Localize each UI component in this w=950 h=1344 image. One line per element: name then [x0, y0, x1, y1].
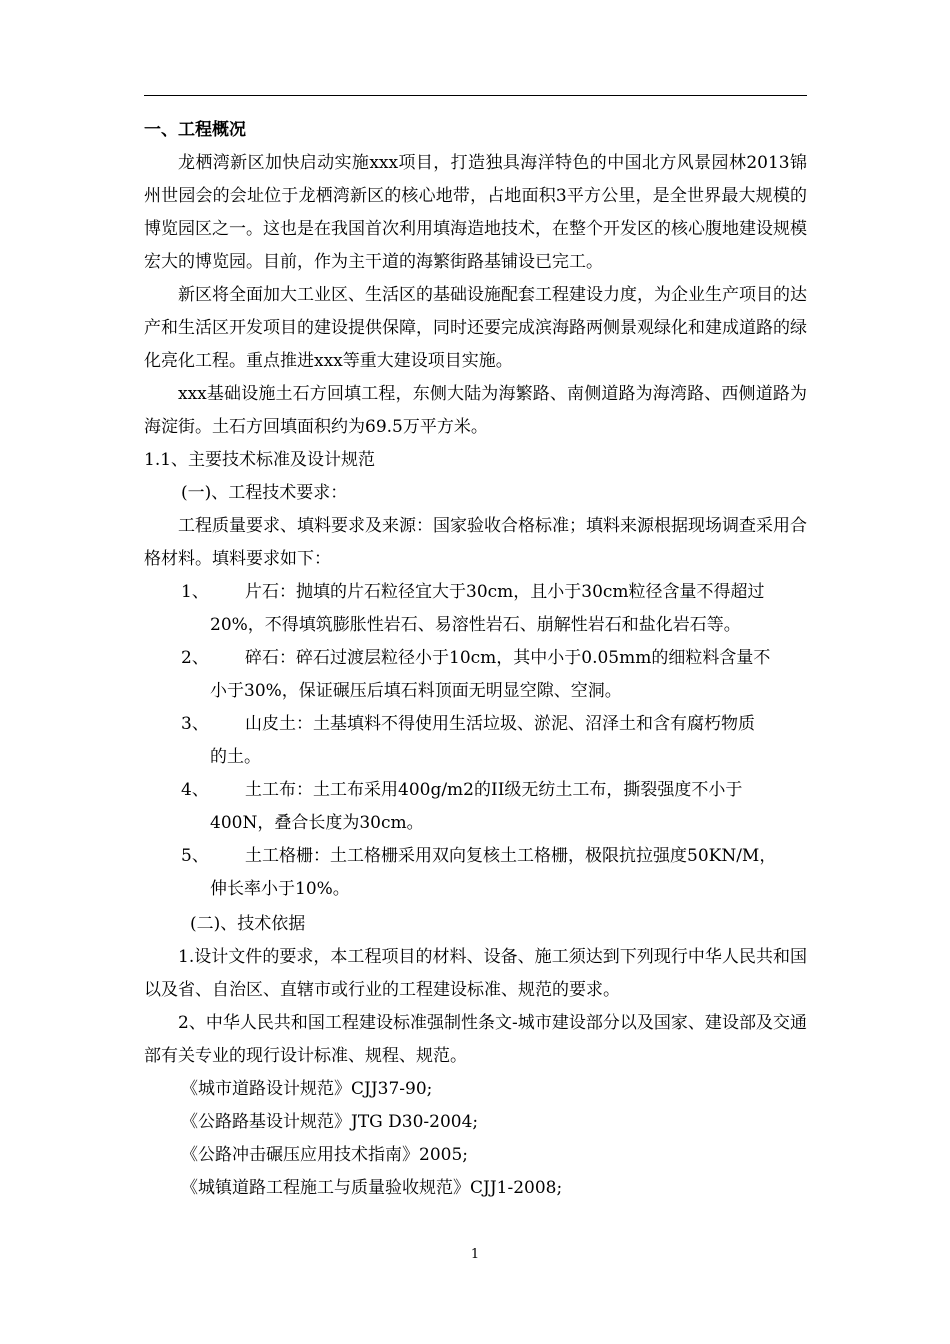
reference-item: 《公路路基设计规范》JTG D30-2004; [181, 1112, 479, 1132]
list-item-line: 土工格栅：土工格栅采用双向复核土工格栅，极限抗拉强度50KN/M， [245, 846, 777, 866]
list-item-line: 碎石：碎石过渡层粒径小于10cm，其中小于0.05mm的细粒料含量不 [245, 648, 771, 668]
list-item-number: 3、 [181, 714, 209, 734]
list-item [144, 840, 807, 906]
list-item-line: 片石：抛填的片石粒径宜大于30cm，且小于30cm粒径含量不得超过 [245, 582, 765, 602]
list-item [144, 774, 807, 840]
list-item-line: 的土。 [210, 747, 261, 767]
list-item-number: 1、 [181, 582, 209, 602]
list-item-line: 山皮土：土基填料不得使用生活垃圾、淤泥、沼泽土和含有腐朽物质 [245, 714, 755, 734]
list-item-line: 伸长率小于10%。 [210, 879, 350, 899]
header-rule [144, 95, 807, 96]
basis-paragraph-1: 1.设计文件的要求，本工程项目的材料、设备、施工须达到下列现行中华人民共和国以及省、自治区、直辖市或行业的工程建设标准、规范的要求。 [144, 947, 807, 1000]
page-content [144, 113, 807, 1205]
paragraph-overview-1: 龙栖湾新区加快启动实施xxx项目，打造独具海洋特色的中国北方风景园林2013锦州世园会的会址位于龙栖湾新区的核心地带，占地面积3平方公里，是全世界最大规模的博览园区之一。这也是在我国首次利用填海造地技术，在整个开发区的核心腹地建设规模宏大的博览园。目前，作为主干道的海繁街路基铺设已完工。 [144, 153, 807, 272]
page-number: 1 [470, 1247, 480, 1262]
section-heading: 一、工程概况 [144, 120, 246, 140]
list-item [144, 642, 807, 708]
list-item-number: 2、 [181, 648, 209, 668]
basis-paragraph-2: 2、中华人民共和国工程建设标准强制性条文-城市建设部分以及国家、建设部及交通部有关专业的现行设计标准、规程、规范。 [144, 1013, 807, 1066]
paragraph-overview-2: 新区将全面加大工业区、生活区的基础设施配套工程建设力度，为企业生产项目的达产和生活区开发项目的建设提供保障，同时还要完成滨海路两侧景观绿化和建成道路的绿化亮化工程。重点推进xxx等重大建设项目实施。 [144, 285, 807, 371]
subsection-requirements: (一)、工程技术要求： [181, 483, 348, 503]
list-item-line: 20%，不得填筑膨胀性岩石、易溶性岩石、崩解性岩石和盐化岩石等。 [210, 615, 741, 635]
reference-item: 《城镇道路工程施工与质量验收规范》CJJ1-2008; [181, 1178, 563, 1198]
requirements-intro: 工程质量要求、填料要求及来源：国家验收合格标准；填料来源根据现场调查采用合格材料。填料要求如下： [144, 516, 807, 569]
paragraph-overview-3: xxx基础设施土石方回填工程，东侧大陆为海繁路、南侧道路为海湾路、西侧道路为海淀街。土石方回填面积约为69.5万平方米。 [144, 384, 807, 437]
list-item [144, 708, 807, 774]
reference-item: 《城市道路设计规范》CJJ37-90; [181, 1079, 433, 1099]
section-1-1-title: 1.1、主要技术标准及设计规范 [144, 450, 376, 470]
list-item [144, 576, 807, 642]
list-item-number: 5、 [181, 846, 209, 866]
subsection-basis: (二)、技术依据 [190, 914, 306, 934]
reference-item: 《公路冲击碾压应用技术指南》2005; [181, 1145, 468, 1165]
list-item-line: 土工布：土工布采用400g/m2的II级无纺土工布，撕裂强度不小于 [245, 780, 743, 800]
list-item-number: 4、 [181, 780, 209, 800]
list-item-line: 小于30%，保证碾压后填石料顶面无明显空隙、空洞。 [210, 681, 622, 701]
list-item-line: 400N，叠合长度为30cm。 [210, 813, 424, 833]
